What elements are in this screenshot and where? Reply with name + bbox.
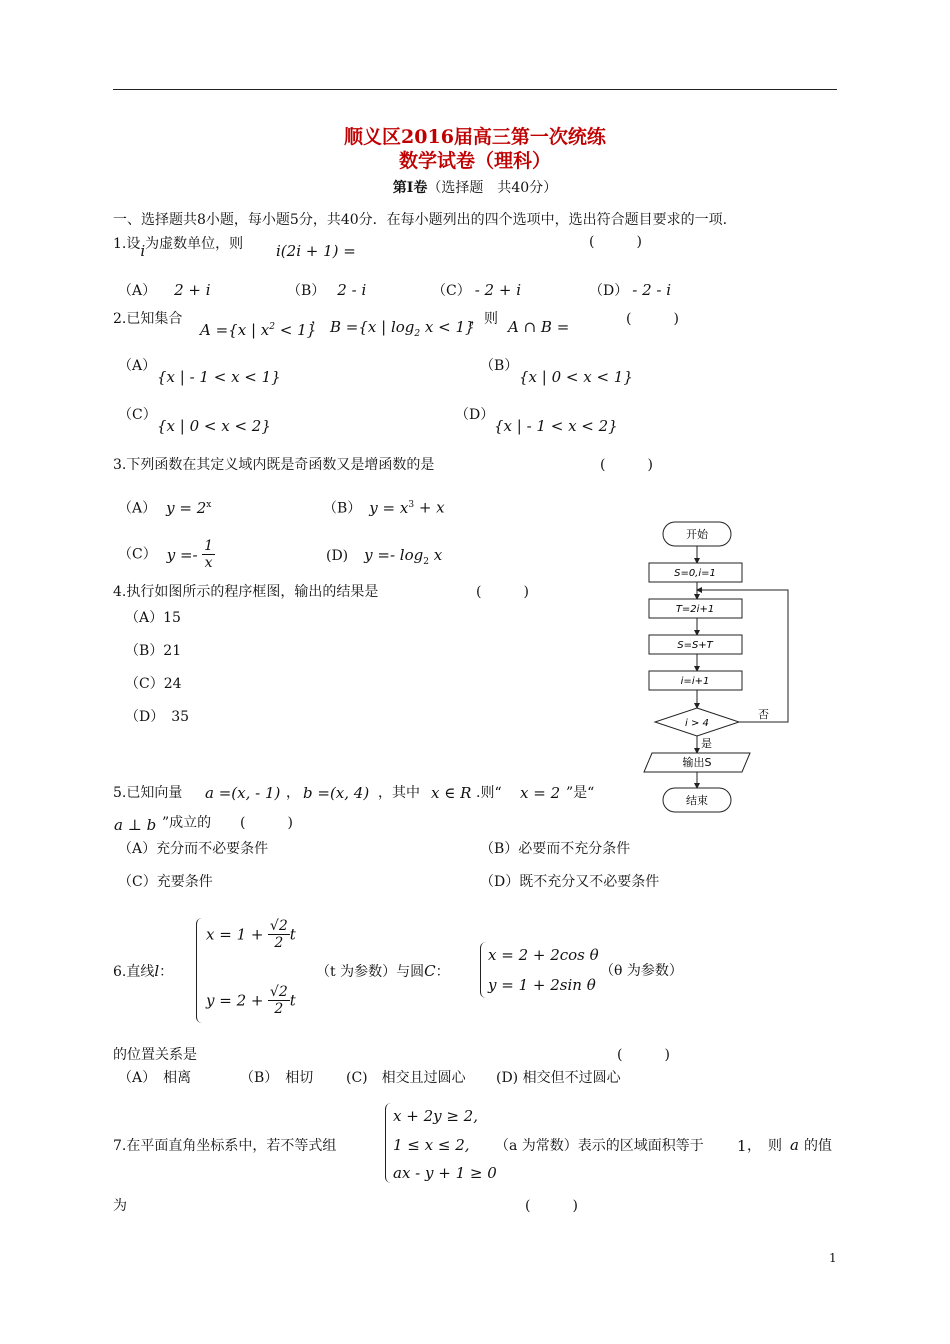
q2-option-b: （B） [480, 358, 519, 374]
q6-line-x: x = 1 + $\frac{√2}{2}$ t [206, 918, 296, 951]
q5-comma: ， [286, 785, 300, 801]
q3-option-b: （B） $y = x^3 + x$ [323, 498, 445, 517]
q7-system-brace [385, 1103, 393, 1183]
q4-option-a: （A）15 [125, 610, 181, 626]
q6-stem: 6.直线l： [113, 962, 174, 980]
q3-answer-paren: ( ) [600, 457, 653, 473]
program-flowchart [630, 515, 810, 820]
q6-circle-y: y = 1 + 2sin θ [488, 976, 596, 994]
q6-circle-x: x = 2 + 2cos θ [488, 946, 599, 964]
section-instruction: 一、选择题共8小题，每小题5分，共40分．在每小题列出的四个选项中，选出符合题目要求的一项. [113, 212, 728, 228]
flowchart-output-label: 输出S [682, 756, 712, 769]
q6-param-theta: （θ 为参数） [600, 963, 683, 979]
flowchart-step3-label: i=i+1 [680, 676, 710, 687]
q5-mid: ，其中 [378, 785, 420, 801]
flowchart-init-label: S=0,i=1 [674, 568, 716, 579]
q6-option-c: (C) 相交且过圆心 [346, 1070, 466, 1086]
q3-option-c: （C） y =- $\frac{1}{x}$ [118, 538, 213, 571]
q4-option-b: （B）21 [125, 643, 182, 659]
q7-stem: 7.在平面直角坐标系中，若不等式组 [113, 1138, 337, 1154]
q4-stem: 4.执行如图所示的程序框图，输出的结果是 [113, 584, 379, 600]
q5-then: .则“ [476, 785, 502, 801]
q7-inequality-2: 1 ≤ x ≤ 2, [393, 1136, 470, 1154]
q6-param-t: （t 为参数）与圆C： [316, 962, 450, 980]
q5-tail: ”成立的 [162, 815, 212, 831]
flowchart-yes-label: 是 [701, 737, 712, 750]
q2-expression: A ∩ B = [508, 318, 570, 336]
q1-expression: i(2i + 1) = [276, 242, 356, 260]
q1-option-c: （C） - 2 + i [432, 281, 522, 299]
q2-answer-paren: ( ) [626, 311, 679, 327]
page-number: 1 [829, 1251, 837, 1265]
flowchart-start-label: 开始 [686, 528, 708, 541]
q1-stem: 1.设i为虚数单位，则 [113, 236, 244, 260]
q6-circle-brace [480, 942, 487, 998]
q3-option-a: （A） $y = 2^x$ [118, 498, 212, 517]
flowchart-step1-label: T=2i+1 [675, 604, 715, 615]
q7-one: 1 [737, 1137, 747, 1155]
q7-a: a [790, 1136, 799, 1154]
q6-option-b: （B） 相切 [240, 1070, 314, 1086]
q6-tail: 的位置关系是 [113, 1047, 197, 1063]
q5-option-d: （D）既不充分又不必要条件 [480, 874, 660, 890]
q5-vector-b: b =(x, 4) [303, 784, 370, 802]
q7-tail: 的值 [804, 1138, 832, 1154]
q2-then: ，则 [470, 311, 498, 327]
q3-option-d: (D) $y =- \log_2 x$ [326, 546, 443, 567]
q2-comma: ， [311, 311, 325, 327]
q1-option-a: （A） 2 + i [118, 281, 211, 299]
q6-answer-paren: ( ) [617, 1047, 670, 1063]
q5-condition: x ∈ R [431, 784, 472, 802]
top-rule [113, 89, 837, 90]
q6-option-a: （A） 相离 [118, 1070, 192, 1086]
q5-equation: x = 2 [520, 784, 561, 802]
q7-inequality-1: x + 2y ≥ 2, [393, 1107, 478, 1125]
q2-option-c: （C） [118, 407, 157, 423]
part-heading [0, 177, 950, 197]
q5-stem: 5.已知向量 [113, 785, 183, 801]
q4-option-c: （C）24 [125, 676, 182, 692]
q2-option-b-value: {x | 0 < x < 1} [519, 368, 633, 386]
part-label: 第Ⅰ卷 [392, 180, 428, 196]
q7-inequality-3: ax - y + 1 ≥ 0 [393, 1164, 497, 1182]
flowchart-condition-label: i > 4 [685, 718, 709, 729]
q2-set-a: A ={x | $x^2 < 1$} [200, 321, 317, 339]
q7-mid: （a 为常数）表示的区域面积等于 [495, 1138, 704, 1154]
flowchart-end-label: 结束 [686, 794, 708, 807]
q2-stem: 2.已知集合 [113, 311, 183, 327]
q2-option-d-value: {x | - 1 < x < 2} [494, 417, 618, 435]
q7-answer-paren: ( ) [525, 1198, 578, 1214]
q2-option-a-value: {x | - 1 < x < 1} [157, 368, 281, 386]
q6-line-y: y = 2 + $\frac{√2}{2}$ t [206, 984, 296, 1017]
q3-option-c-fraction: $\frac{1}{x}$ [204, 538, 213, 571]
flowchart-no-label: 否 [758, 708, 769, 721]
q7-mid2: ， 则 [747, 1138, 782, 1154]
q2-option-c-value: {x | 0 < x < 2} [157, 417, 271, 435]
q5-option-c: （C）充要条件 [118, 874, 213, 890]
q1-option-d: （D） - 2 - i [589, 281, 672, 299]
q2-option-d: （D） [455, 407, 495, 423]
q5-is: ”是“ [566, 785, 595, 801]
exam-title: 顺义区2016届高三第一次统练 [344, 126, 606, 148]
q5-option-a: （A）充分而不必要条件 [118, 841, 269, 857]
q5-perpendicular: a ⊥ b [114, 816, 157, 834]
exam-subtitle: 数学试卷（理科） [398, 150, 551, 172]
q1-answer-paren: ( ) [589, 234, 642, 250]
q5-answer-paren: ( ) [240, 815, 293, 831]
q1-option-b: （B） 2 - i [287, 281, 367, 299]
q2-option-a: （A） [118, 358, 157, 374]
q4-option-d: （D） 35 [125, 709, 190, 725]
q6-option-d: (D) 相交但不过圆心 [496, 1070, 621, 1086]
part-note: （选择题 共40分） [427, 180, 558, 196]
q7-tail2: 为 [113, 1198, 127, 1214]
flowchart-step2-label: S=S+T [677, 640, 713, 651]
q5-option-b: （B）必要而不充分条件 [480, 841, 631, 857]
q5-vector-a: a =(x, - 1) [205, 784, 281, 802]
q6-line-brace [196, 918, 205, 1023]
q4-answer-paren: ( ) [476, 584, 529, 600]
q2-set-b: B ={x | $\log_2 x < 1$} [330, 318, 475, 339]
q3-stem: 3.下列函数在其定义域内既是奇函数又是增函数的是 [113, 457, 435, 473]
